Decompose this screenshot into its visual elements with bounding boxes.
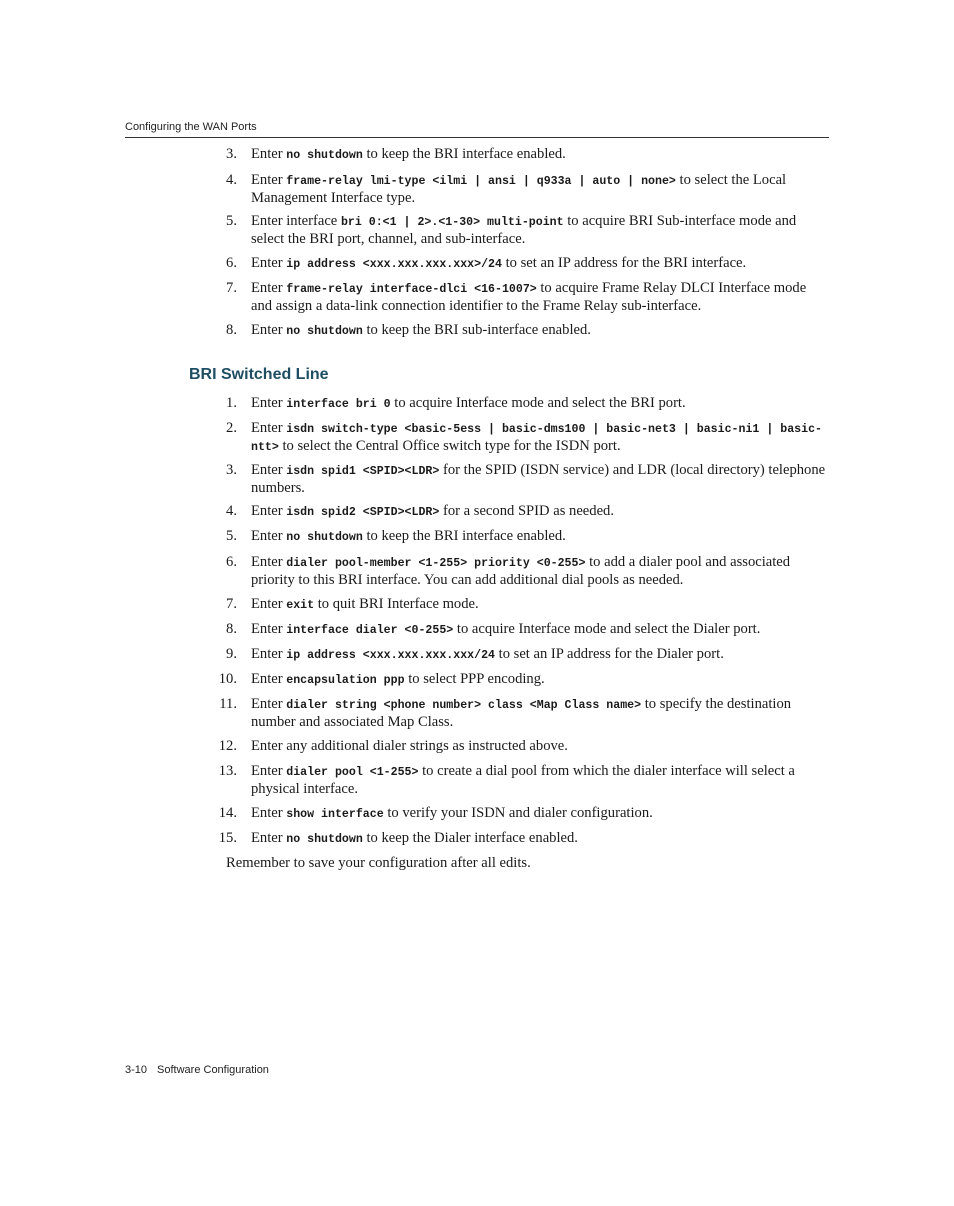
command-text: no shutdown xyxy=(286,149,363,162)
running-header: Configuring the WAN Ports xyxy=(125,121,257,133)
step-prose: Enter xyxy=(251,420,287,436)
step-prose: Enter xyxy=(251,322,287,338)
step-prose: Enter xyxy=(251,696,287,712)
step-prose: to keep the BRI interface enabled. xyxy=(362,528,566,544)
step-prose: Enter xyxy=(251,255,287,271)
command-text: isdn switch-type <basic-5ess | basic-dms100 | basic-net3 | basic-ni1 | basic-ntt> xyxy=(251,423,822,454)
command-text: no shutdown xyxy=(286,833,363,846)
closing-note: Remember to save your configuration after all edits. xyxy=(226,855,531,871)
step-text xyxy=(251,596,829,614)
step-prose: to keep the Dialer interface enabled. xyxy=(362,830,578,846)
step-prose: to specify the destination number and associated Map Class. xyxy=(251,696,792,730)
step-prose: to select PPP encoding. xyxy=(404,671,545,687)
command-text: frame-relay interface-dlci <16-1007> xyxy=(286,283,537,296)
step-number: 11. xyxy=(219,696,237,712)
step-text xyxy=(251,528,829,546)
step-prose: Enter xyxy=(251,554,287,570)
step-text xyxy=(251,213,829,248)
step-prose: to acquire Interface mode and select the Dialer port. xyxy=(453,621,761,637)
step-number: 6. xyxy=(226,255,237,271)
step-number: 4. xyxy=(226,172,237,188)
step-prose: for a second SPID as needed. xyxy=(439,503,614,519)
step-number: 7. xyxy=(226,280,237,296)
step-prose: to keep the BRI sub-interface enabled. xyxy=(362,322,591,338)
command-text: dialer pool <1-255> xyxy=(286,766,419,779)
step-prose: Enter xyxy=(251,503,287,519)
step-prose: to keep the BRI interface enabled. xyxy=(362,146,566,162)
step-prose: Enter xyxy=(251,763,287,779)
step-prose: Enter xyxy=(251,172,287,188)
step-prose: Enter xyxy=(251,596,287,612)
command-text: interface dialer <0-255> xyxy=(286,624,454,637)
step-number: 3. xyxy=(226,462,237,478)
step-prose: Enter xyxy=(251,528,287,544)
step-number: 4. xyxy=(226,503,237,519)
step-text xyxy=(251,172,829,207)
step-prose: Enter xyxy=(251,830,287,846)
step-prose: Enter xyxy=(251,805,287,821)
command-text: ip address <xxx.xxx.xxx.xxx>/24 xyxy=(286,258,502,271)
step-text xyxy=(251,420,829,456)
step-number: 9. xyxy=(226,646,237,662)
step-text xyxy=(251,830,829,848)
step-prose: to verify your ISDN and dialer configuration. xyxy=(383,805,653,821)
running-footer xyxy=(125,1064,269,1076)
command-text: isdn spid2 <SPID><LDR> xyxy=(286,506,440,519)
command-text: no shutdown xyxy=(286,325,363,338)
step-text xyxy=(251,280,829,315)
step-number: 5. xyxy=(226,213,237,229)
command-text: frame-relay lmi-type <ilmi | ansi | q933a | auto | none> xyxy=(286,175,676,188)
command-text: interface bri 0 xyxy=(286,398,391,411)
step-prose: to set an IP address for the BRI interface. xyxy=(501,255,747,271)
command-text: ip address <xxx.xxx.xxx.xxx/24 xyxy=(286,649,495,662)
step-text xyxy=(251,763,829,798)
footer-title: Software Configuration xyxy=(157,1064,269,1076)
step-text xyxy=(251,621,829,639)
step-text xyxy=(251,671,829,689)
step-number: 13. xyxy=(218,763,237,779)
step-prose: Enter xyxy=(251,280,287,296)
command-text: bri 0:<1 | 2>.<1-30> multi-point xyxy=(340,216,564,229)
command-text: isdn spid1 <SPID><LDR> xyxy=(286,465,440,478)
step-prose: Enter xyxy=(251,621,287,637)
step-prose: to add a dialer pool and associated priority to this BRI interface. You can add additional dial pools as needed. xyxy=(251,554,791,588)
command-text: show interface xyxy=(286,808,384,821)
step-prose: Enter xyxy=(251,462,287,478)
step-text xyxy=(251,554,829,589)
step-prose: Enter xyxy=(251,146,287,162)
step-number: 1. xyxy=(226,395,237,411)
step-number: 8. xyxy=(226,621,237,637)
step-number: 10. xyxy=(218,671,237,687)
step-text xyxy=(251,805,829,823)
step-prose: to select the Local Management Interface type. xyxy=(251,172,787,206)
step-prose: Enter any additional dialer strings as instructed above. xyxy=(251,738,568,754)
step-text xyxy=(251,146,829,164)
step-text xyxy=(251,255,829,273)
command-text: exit xyxy=(286,599,315,612)
step-prose: Enter xyxy=(251,395,287,411)
command-text: dialer string <phone number> class <Map Class name> xyxy=(286,699,642,712)
step-prose: to acquire Frame Relay DLCI Interface mode and assign a data-link connection identifier to the Frame Relay sub-interface. xyxy=(251,280,807,314)
step-text xyxy=(251,738,829,755)
step-number: 8. xyxy=(226,322,237,338)
step-text xyxy=(251,646,829,664)
step-text xyxy=(251,395,829,413)
step-text xyxy=(251,696,829,731)
step-number: 6. xyxy=(226,554,237,570)
step-prose: for the SPID (ISDN service) and LDR (local directory) telephone numbers. xyxy=(251,462,826,496)
step-number: 12. xyxy=(218,738,237,754)
step-prose: Enter xyxy=(251,646,287,662)
step-number: 5. xyxy=(226,528,237,544)
step-prose: to acquire Interface mode and select the BRI port. xyxy=(390,395,686,411)
step-text xyxy=(251,322,829,340)
step-prose: to select the Central Office switch type for the ISDN port. xyxy=(278,438,621,454)
command-text: dialer pool-member <1-255> priority <0-255> xyxy=(286,557,586,570)
step-prose: to create a dial pool from which the dialer interface will select a physical interface. xyxy=(251,763,795,797)
command-text: no shutdown xyxy=(286,531,363,544)
step-number: 15. xyxy=(218,830,237,846)
command-text: encapsulation ppp xyxy=(286,674,405,687)
step-text xyxy=(251,462,829,497)
step-number: 2. xyxy=(226,420,237,436)
section-heading: BRI Switched Line xyxy=(189,366,329,383)
step-text xyxy=(251,503,829,521)
step-prose: to quit BRI Interface mode. xyxy=(314,596,479,612)
step-prose: Enter interface xyxy=(251,213,341,229)
step-prose: to acquire BRI Sub-interface mode and select the BRI port, channel, and sub-interface. xyxy=(251,213,797,247)
page-number: 3-10 xyxy=(125,1064,148,1076)
step-prose: to set an IP address for the Dialer port. xyxy=(495,646,724,662)
step-number: 14. xyxy=(218,805,237,821)
header-rule xyxy=(125,137,829,138)
step-prose: Enter xyxy=(251,671,287,687)
step-number: 7. xyxy=(226,596,237,612)
step-number: 3. xyxy=(226,146,237,162)
